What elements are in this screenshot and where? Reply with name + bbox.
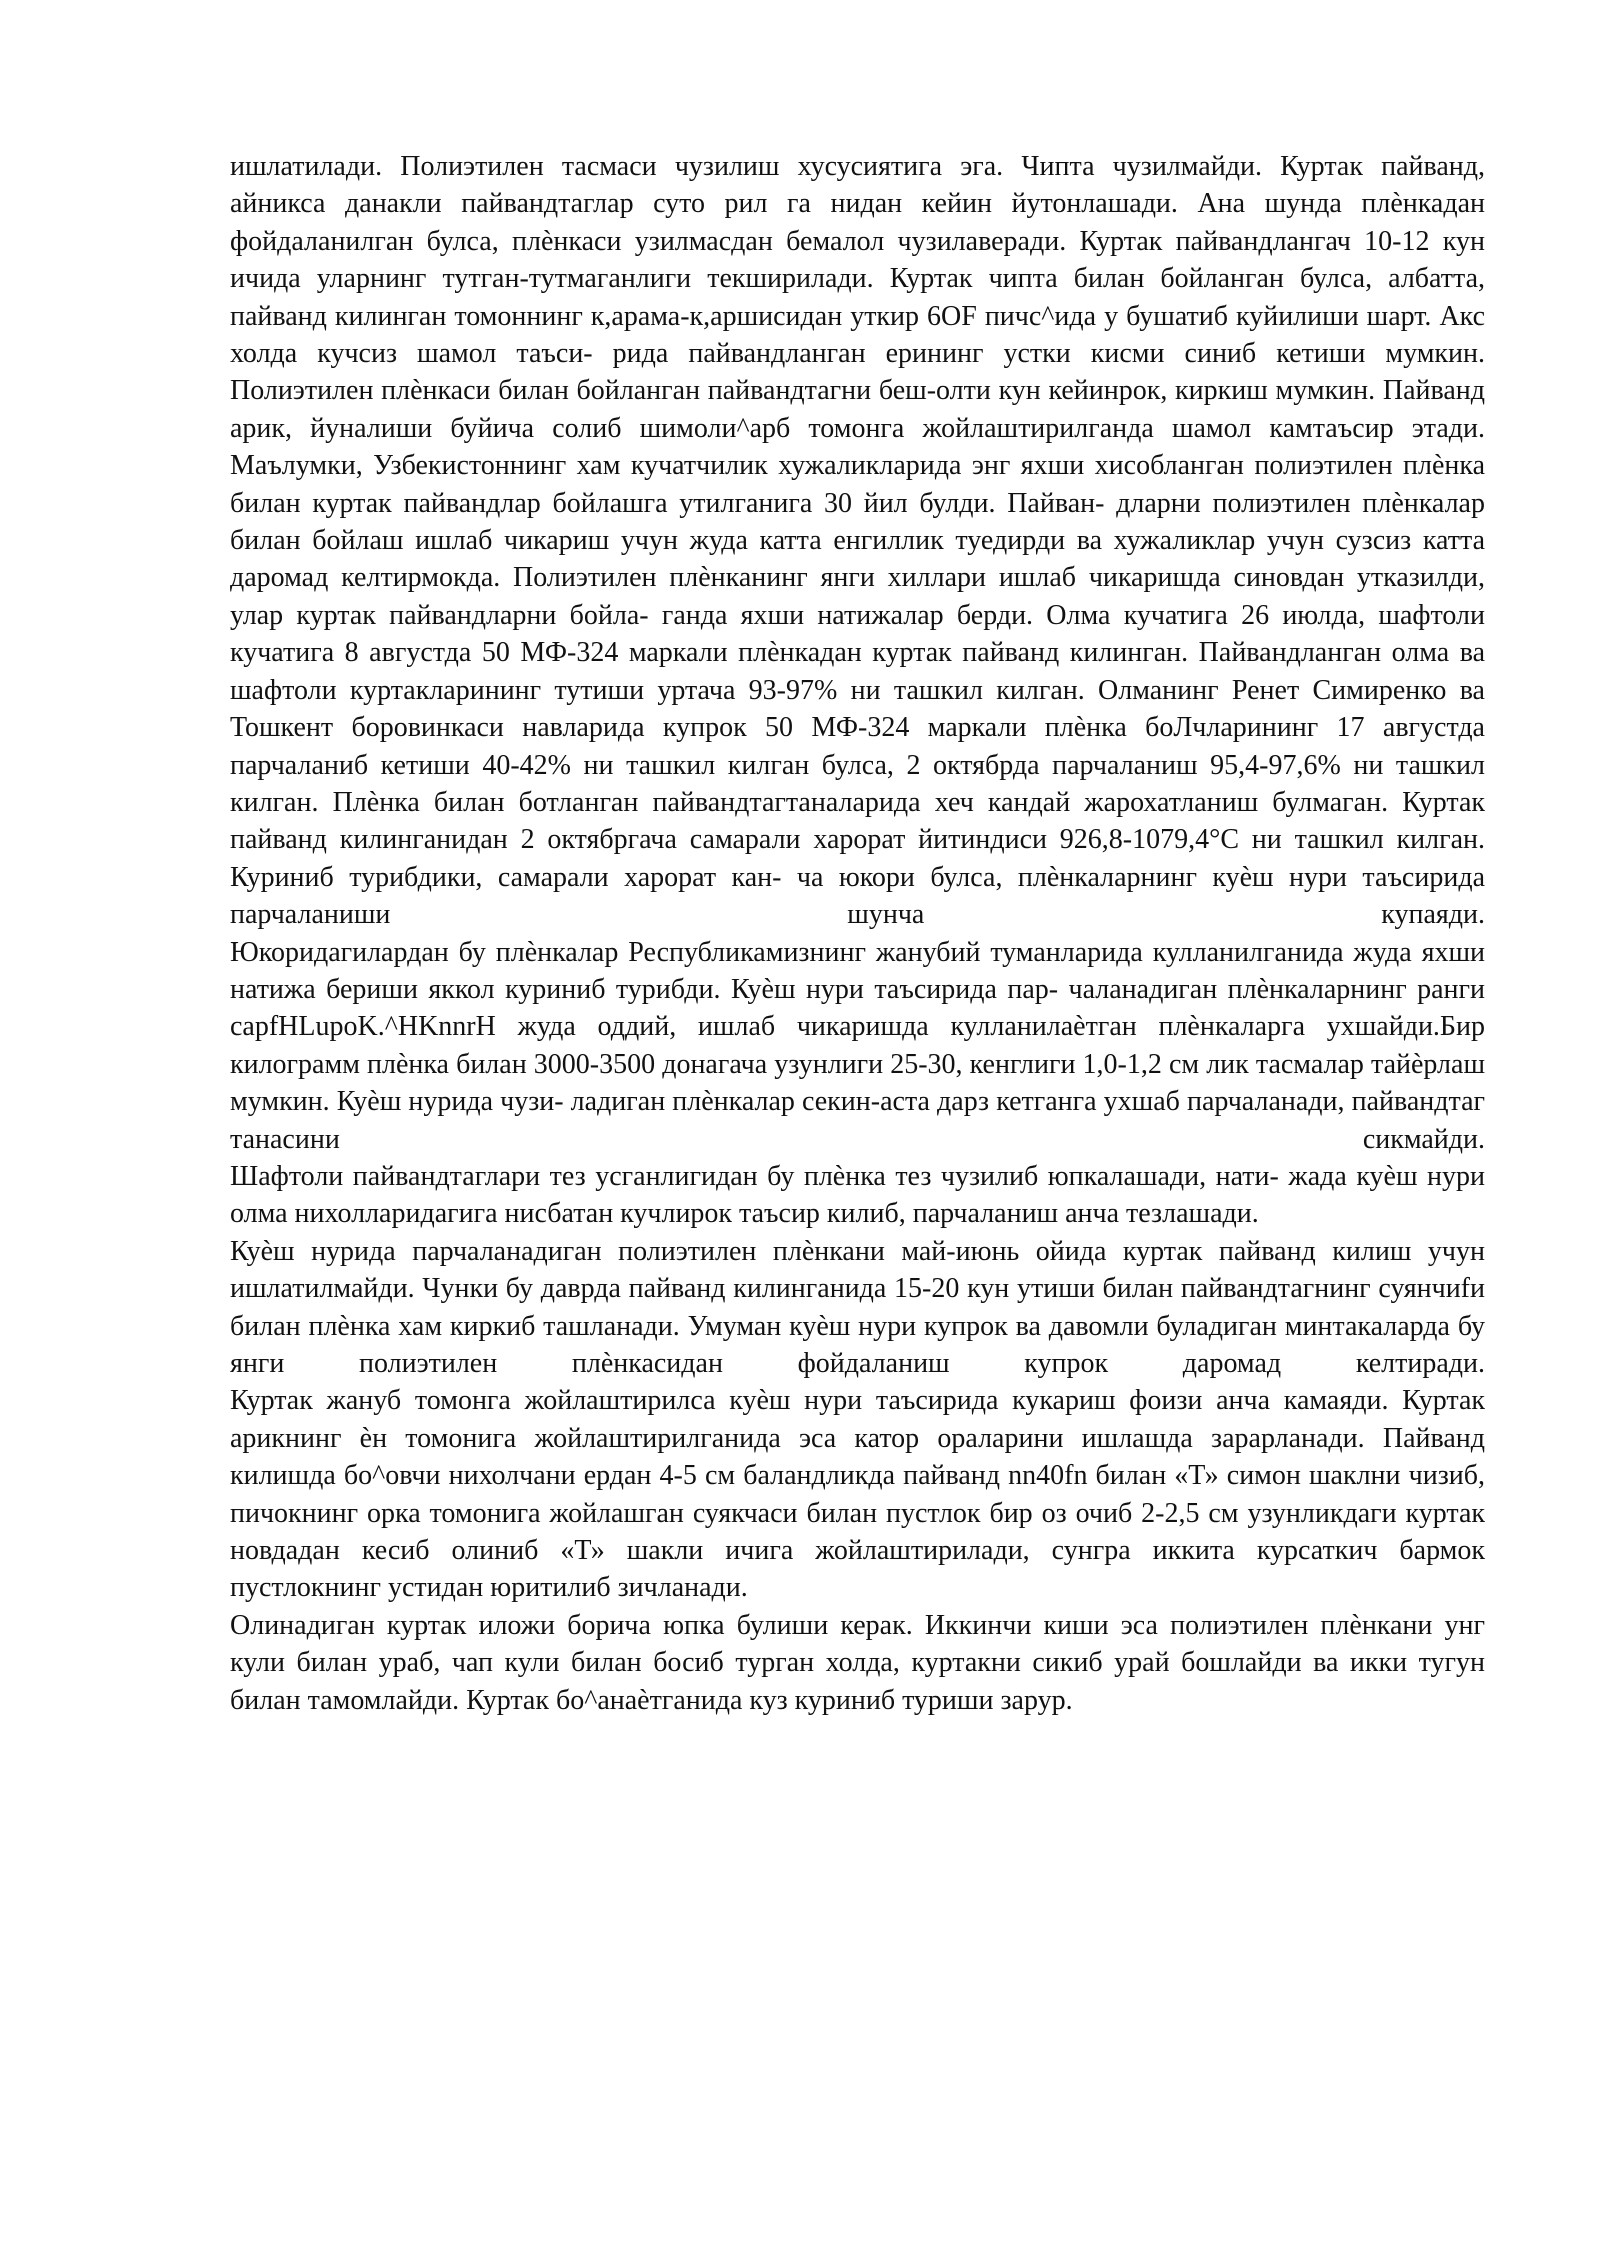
paragraph-5: Куртак жануб томонга жойлаштирилса куѐш нури таъсирида кукариш фоизи анча камаяди. Куртак арикнинг ѐн томонига жойлаштирилганида эса катор ораларини ишлашда зарарланади. Пайванд килишда бо^овчи нихолчани ердан 4-5 см баландликда пайванд nn40fn билан «Т» симон шаклни чизиб, пичокнинг орка томонига жойлашган суякчаси билан пустлок бир оз очиб 2-2,5 см узунликдаги куртак новдадан кесиб олиниб «Т» шакли ичига жойлаштирилади, сунгра иккита курсаткич бармок пустлокнинг устидан юритилиб зичланади. <box>230 1385 1485 1604</box>
document-page <box>230 148 1485 1719</box>
paragraph-4: Куѐш нурида парчаланадиган полиэтилен плѐнкани май-июнь ойида куртак пайванд килиш учун ишлатилмайди. Чунки бу даврда пайванд килинганида 15-20 кун утиши билан пайвандтагнинг суянчиfи билан плѐнка хам киркиб ташланади. Умуман куѐш нури купрок ва давомли буладиган минтакаларда бу янги полиэтилен плѐнкасидан фойдаланиш купрок даромад келтиради. <box>230 1235 1485 1379</box>
paragraph-2: Юкоридагилардан бу плѐнкалар Республикамизнинг жанубий туманларида кулланилганида жуда яхши натижа бериши яккол куриниб турибди. Куѐш нури таъсирида пар- чаланадиган плѐнкаларнинг ранги capfHLupoK.^HKnnrH жуда оддий, ишлаб чикаришда кулланилаѐтган плѐнкаларга ухшайди.Бир килограмм плѐнка билан 3000-3500 донагача узунлиги 25-30, кенглиги 1,0-1,2 см лик тасмалар тайѐрлаш мумкин. Куѐш нурида чузи- ладиган плѐнкалар секин-аста дарз кетганга ухшаб парчаланади, пайвандтаг танасини сикмайди. <box>230 936 1485 1155</box>
paragraph-6: Олинадиган куртак иложи борича юпка булиши керак. Иккинчи киши эса полиэтилен плѐнкани унг кули билан ураб, чап кули билан босиб турган холда, куртакни сикиб урай бошлайди ва икки тугун билан тамомлайди. Куртак бо^анаѐтганида куз куриниб туриши зарур. <box>230 1609 1485 1716</box>
paragraph-1: ишлатилади. Полиэтилен тасмаси чузилиш хусусиятига эга. Чипта чузилмайди. Куртак пайванд, айникса данакли пайвандтаглар суто рил га нидан кейин йутонлашади. Ана шунда плѐнкадан фойдаланилган булса, плѐнкаси узилмасдан бемалол чузилаверади. Куртак пайвандлангач 10-12 кун ичида уларнинг тутган-тутмаганлиги текширилади. Куртак чипта билан бойланган булса, албатта, пайванд килинган томоннинг к,арама-к,аршисидан уткир 6OF пичс^ида у бушатиб куйилиши шарт. Акс холда кучсиз шамол таъси- рида пайвандланган ерининг устки кисми синиб кетиши мумкин. Полиэтилен плѐнкаси билан бойланган пайвандтагни беш-олти кун кейинрок, киркиш мумкин. Пайванд арик, йуналиши буйича солиб шимоли^арб томонга жойлаштирилганда шамол камтаъсир этади. Маълумки, Узбекистоннинг хам кучатчилик хужаликларида энг яхши хисобланган полиэтилен плѐнка билан куртак пайвандлар бойлашга утилганига 30 йил булди. Пайван- дларни полиэтилен плѐнкалар билан бойлаш ишлаб чикариш учун жуда катта енгиллик туедирди ва хужаликлар учун сузсиз катта даромад келтирмокда. Полиэтилен плѐнканинг янги хиллари ишлаб чикаришда синовдан утказилди, улар куртак пайвандларни бойла- ганда яхши натижалар берди. Олма кучатига 26 июлда, шафтоли кучатига 8 августда 50 МФ-324 маркали плѐнкадан куртак пайванд килинган. Пайвандланган олма ва шафтоли куртакларининг тутиши уртача 93-97% ни ташкил килган. Олманинг Ренет Симиренко ва Тошкент боровинкаси навларида купрок 50 МФ-324 маркали плѐнка боЛчларининг 17 августда парчаланиб кетиши 40-42% ни ташкил килган булса, 2 октябрда парчаланиш 95,4-97,6% ни ташкил килган. Плѐнка билан ботланган пайвандтагтаналарида хеч кандай жарохатланиш булмаган. Куртак пайванд килинганидан 2 октябргача самарали харорат йитиндиси 926,8-1079,4°С ни ташкил килган. Куриниб турибдики, самарали харорат кан- ча юкори булса, плѐнкаларнинг куѐш нури таъсирида парчаланиши шунча купаяди. <box>230 151 1485 931</box>
paragraph-3: Шафтоли пайвандтаглари тез усганлигидан бу плѐнка тез чузилиб юпкалашади, нати- жада куѐш нури олма нихолларидагига нисбатан кучлирок таъсир килиб, парчаланиш анча тезлашади. <box>230 1160 1485 1230</box>
